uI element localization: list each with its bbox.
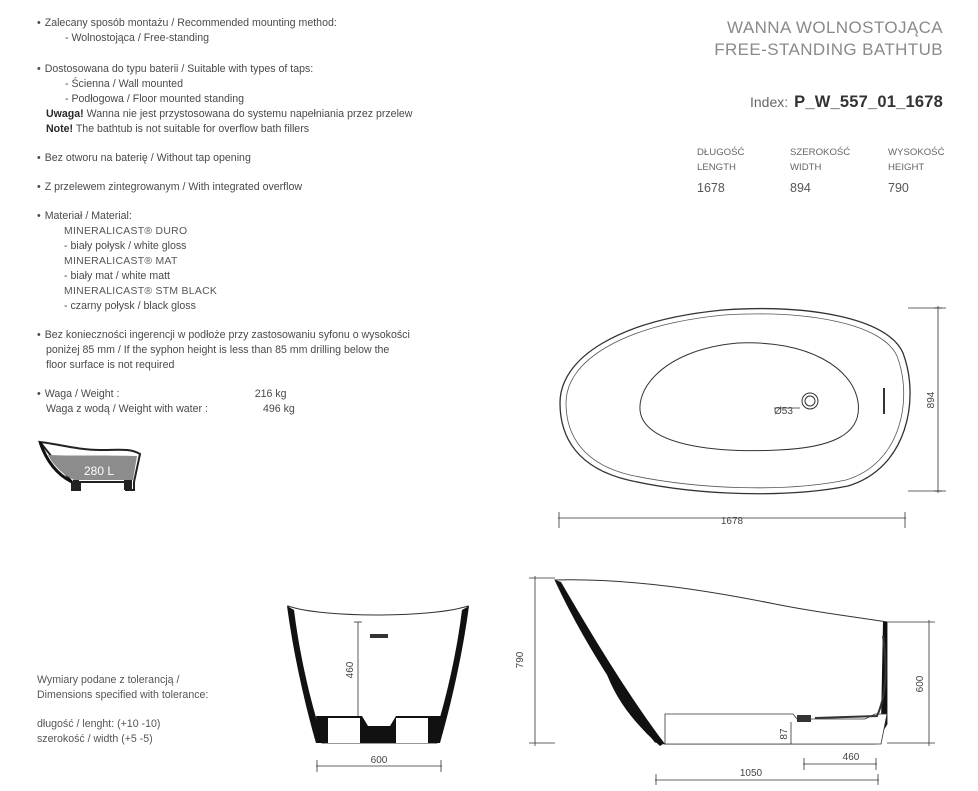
siphon-line-1: • Bez konieczności ingerencji w podłoże przy zastosowaniu syfonu o wysokości	[37, 328, 412, 343]
capacity-icon	[38, 438, 142, 496]
front-base-label: 600	[370, 755, 388, 766]
warning-label-pl: Uwaga!	[46, 108, 84, 120]
dim-height-pl: WYSOKOŚĆ	[888, 147, 945, 158]
tolerance-line-1: Wymiary podane z tolerancją /	[37, 674, 180, 686]
no-tap-hole: • Bez otworu na baterię / Without tap opening	[37, 151, 412, 166]
dim-height	[888, 145, 945, 195]
weight-label: • Waga / Weight :	[44, 388, 120, 400]
side-height-label: 790	[515, 651, 526, 669]
material-3: MINERALICAST® STM BLACK	[64, 286, 218, 297]
dim-length-value: 1678	[697, 181, 725, 195]
weight-water-row	[37, 402, 412, 417]
mounting-value: - Wolnostojąca / Free-standing	[65, 32, 210, 44]
weight-water-value: 496 kg	[263, 403, 295, 415]
warning-label-en: Note!	[46, 123, 74, 135]
drain-label: Ø53	[774, 406, 793, 417]
spec-list	[37, 16, 412, 417]
warning-text-en: The bathtub is not suitable for overflow bath fillers	[73, 123, 310, 135]
material-2-finish: - biały mat / white matt	[64, 270, 170, 282]
warning-pl	[37, 107, 412, 122]
dim-length	[697, 145, 744, 195]
overflow: • Z przelewem zintegrowanym / With integrated overflow	[37, 180, 412, 195]
taps-floor: - Podłogowa / Floor mounted standing	[65, 93, 245, 105]
material-3-finish: - czarny połysk / black gloss	[64, 300, 196, 312]
front-inner-height-label: 460	[345, 661, 356, 679]
material-2: MINERALICAST® MAT	[64, 256, 178, 267]
side-siphon-label: 87	[779, 728, 790, 740]
index-row	[750, 93, 943, 112]
siphon-line-3: floor surface is not required	[46, 359, 175, 371]
warning-text-pl: Wanna nie jest przystosowana do systemu napełniania przez przelew	[83, 108, 413, 120]
dim-height-en: HEIGHT	[888, 162, 925, 173]
side-view-drawing	[515, 574, 945, 786]
side-base-total-label: 1050	[739, 768, 763, 779]
taps-title: • Dostosowana do typu baterii / Suitable with types of taps:	[37, 62, 412, 77]
dim-width-value: 894	[790, 181, 811, 195]
page-title	[714, 17, 943, 61]
title-en: FREE-STANDING BATHTUB	[714, 40, 943, 59]
index-code: P_W_557_01_1678	[794, 93, 943, 111]
dim-width	[790, 145, 850, 195]
title-pl: WANNA WOLNOSTOJĄCA	[727, 18, 943, 37]
top-width-label: 894	[926, 391, 937, 409]
tolerance-note	[37, 673, 208, 747]
tolerance-line-2: Dimensions specified with tolerance:	[37, 689, 209, 701]
dim-width-en: WIDTH	[790, 162, 822, 173]
dim-width-pl: SZEROKOŚĆ	[790, 147, 851, 158]
material-1-finish: - biały połysk / white gloss	[64, 240, 187, 252]
index-label: Index:	[749, 94, 789, 110]
top-length-label: 1678	[720, 516, 744, 527]
dim-length-en: LENGTH	[697, 162, 736, 173]
tolerance-line-3: długość / lenght: (+10 -10)	[37, 718, 161, 730]
weight-value: 216 kg	[254, 388, 287, 400]
front-view-drawing	[282, 598, 472, 778]
material-title: • Materiał / Material:	[37, 209, 412, 224]
side-right-height-label: 600	[915, 675, 926, 693]
tolerance-line-4: szerokość / width (+5 -5)	[37, 733, 153, 745]
capacity-label: 280 L	[84, 464, 115, 478]
side-base-right-label: 460	[842, 752, 860, 763]
top-view-drawing	[548, 298, 948, 538]
dim-length-pl: DŁUGOŚĆ	[697, 147, 745, 158]
siphon-line-2: poniżej 85 mm / If the syphon height is less than 85 mm drilling below the	[46, 344, 390, 356]
warning-en	[37, 122, 412, 137]
weight-water-label: Waga z wodą / Weight with water :	[46, 403, 208, 415]
mounting-title: • Zalecany sposób montażu / Recommended mounting method:	[37, 16, 412, 31]
dim-height-value: 790	[888, 181, 909, 195]
weight-row	[37, 387, 412, 402]
taps-wall: - Ścienna / Wall mounted	[65, 78, 183, 90]
material-1: MINERALICAST® DURO	[64, 226, 188, 237]
